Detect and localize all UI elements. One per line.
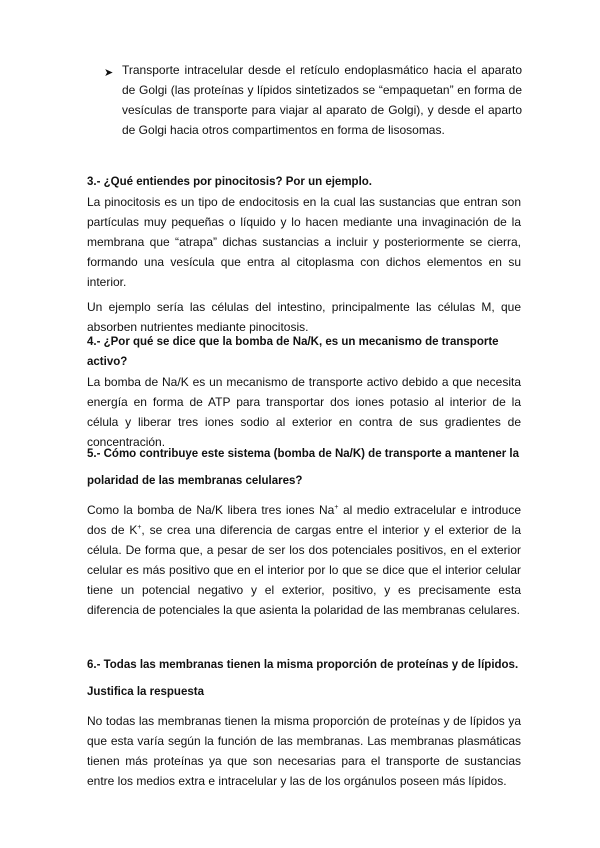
q5-heading: 5.- Cómo contribuye este sistema (bomba de Na/K) de transporte a mantener la polaridad de las membranas celulares? [87,448,519,487]
q5-text-part-b: al medio extracelular e introduce dos de K [87,503,522,537]
q5-superscript-1: + [334,504,339,511]
q5-paragraph-1 [87,500,521,620]
q5-text-part-a: Como la bomba de Na/K libera tres iones Na [87,503,335,517]
intro-bullet-text: Transporte intracelular desde el retículo endoplasmático hacia el aparato de Golgi (las proteínas y lípidos sintetizados se “empaquetan” en forma de vesículas de transporte para viajar al aparato de Golgi), y desde el aparto de Golgi hacia otros compartimentos en forma de lisosomas. [122,63,522,137]
section-q3 [87,172,521,337]
q3-heading: 3.- ¿Qué entiendes por pinocitosis? Por un ejemplo. [87,176,372,188]
section-q6 [87,652,521,791]
q5-text-part-c: , se crea una diferencia de cargas entre el interior y el exterior de la célula. De forma que, a pesar de ser los dos potenciales positivos, en el exterior celular es más positivo que en el interior por lo que se dice que el interior celular tiene un potencial negativo y el exterior, positivo, y es precisamente esta diferencia de potenciales la que asienta la polaridad de las membranas celulares. [87,523,521,617]
intro-bullet-item [104,60,522,140]
section-q5 [87,441,521,620]
arrow-bullet-icon: ➤ [104,67,114,79]
q5-superscript-2: + [137,524,142,531]
q3-paragraph-2: Un ejemplo sería las células del intestino, principalmente las células M, que absorben nutrientes mediante pinocitosis. [87,300,521,334]
q6-paragraph-1: No todas las membranas tienen la misma proporción de proteínas y de lípidos ya que esta varía según la función de las membranas. Las membranas plasmáticas tienen más proteínas ya que son necesarias para el transporte de sustancias entre los medios extra e intracelular y las de los orgánulos poseen más lípidos. [87,714,521,788]
q4-heading: 4.- ¿Por qué se dice que la bomba de Na/K, es un mecanismo de transporte activo? [87,336,499,368]
q6-heading: 6.- Todas las membranas tienen la misma proporción de proteínas y de lípidos. Justifica la respuesta [87,659,519,698]
q4-paragraph-1: La bomba de Na/K es un mecanismo de transporte activo debido a que necesita energía en forma de ATP para transportar dos iones potasio al interior de la célula y liberar tres iones sodio al exterior en contra de sus gradientes de concentración. [87,375,521,449]
section-q4 [87,332,521,452]
q3-paragraph-1: La pinocitosis es un tipo de endocitosis en la cual las sustancias que entran son partículas muy pequeñas o líquido y lo hacen mediante una invaginación de la membrana que “atrapa” dichas sustancias a incluir y posteriormente se cierra, formando una vesícula que entra al citoplasma con dichos elementos en su interior. [87,195,521,289]
